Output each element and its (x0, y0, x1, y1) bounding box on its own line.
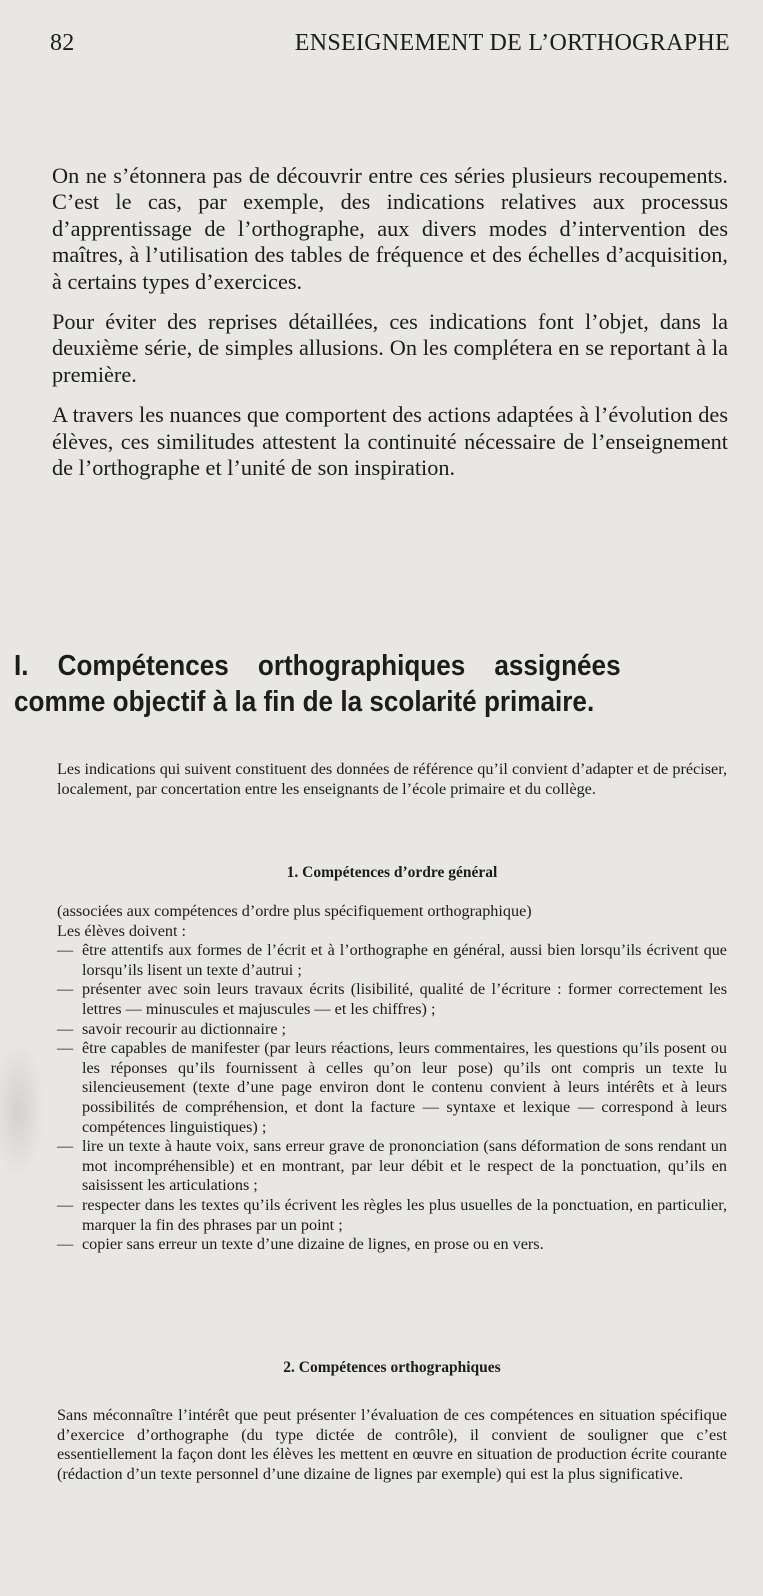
subsection-heading: 1. Compétences d’ordre général (286, 864, 498, 881)
section-heading-line: I. Compétences orthographiques assignées (14, 650, 621, 682)
intro-paragraph: Pour éviter des reprises détaillées, ces indications font l’objet, dans la deuxième série, de simples allusions. On les complétera en se reportant à la première. (52, 309, 728, 387)
list-item: — copier sans erreur un texte d’une dizaine de lignes, en prose ou en vers. (57, 1235, 727, 1255)
section-heading (14, 648, 621, 720)
page-number: 82 (50, 30, 75, 56)
section-heading-line: comme objectif à la fin de la scolarité primaire. (14, 686, 595, 718)
running-title: ENSEIGNEMENT DE L’ORTHOGRAPHE (294, 30, 730, 56)
subsection-note: (associées aux compétences d’ordre plus spécifiquement orthographique) (57, 902, 532, 920)
list-item: — être attentifs aux formes de l’écrit et à l’orthographe en général, aussi bien lorsqu’ils écrivent que lorsqu’ils lisent un texte d’autrui ; (57, 941, 727, 980)
intro-text (52, 163, 728, 495)
general-competences (57, 902, 727, 1255)
intro-paragraph: On ne s’étonnera pas de découvrir entre ces séries plusieurs recoupements. C’est le cas, par exemple, des indications relatives aux processus d’apprentissage de l’orthographe, aux divers modes d’intervention des maîtres, à l’utilisation des tables de fréquence et des échelles d’acquisition, à certains types d’exercices. (52, 163, 728, 294)
paper-stain (0, 1040, 45, 1180)
section-intro (57, 760, 727, 799)
subsection-heading: 2. Compétences orthographiques (283, 1359, 501, 1376)
competence-list (57, 941, 727, 1255)
subsection-paragraph: Sans méconnaître l’intérêt que peut présenter l’évaluation de ces compétences en situation spécifique d’exercice d’orthographe (du type dictée de contrôle), il convient de souligner que c’est essentiellement la façon dont les élèves les mettent en œuvre en situation de production écrite courante (rédaction d’un texte personnel d’une dizaine de lignes par exemple) qui est la plus significative. (57, 1406, 727, 1483)
list-item: — lire un texte à haute voix, sans erreur grave de prononciation (sans déformation de sons rendant un mot incompréhensible) et en montrant, par leur débit et le respect de la ponctuation, qu’ils en saisissent les articulations ; (57, 1137, 727, 1196)
orthographic-competences (57, 1406, 727, 1484)
list-item: — respecter dans les textes qu’ils écrivent les règles les plus usuelles de la ponctuation, en particulier, marquer la fin des phrases par un point ; (57, 1196, 727, 1235)
subsection-lead: Les élèves doivent : (57, 921, 187, 940)
section-intro-paragraph: Les indications qui suivent constituent des données de référence qu’il convient d’adapter et de préciser, localement, par concertation entre les enseignants de l’école primaire et du collège. (57, 760, 727, 798)
list-item: — être capables de manifester (par leurs réactions, leurs commentaires, les questions qu’ils posent ou les réponses qu’ils fournissent à celles qu’on leur pose) qu’ils ont compris un texte lu silencieusement (texte d’une page environ dont le contenu convient à leurs intérêts et à leurs possibilités de compréhension, et dont la facture — syntaxe et lexique — correspond à leurs compétences linguistiques) ; (57, 1039, 727, 1137)
list-item: — présenter avec soin leurs travaux écrits (lisibilité, qualité de l’écriture : former correctement les lettres — minuscules et majuscules — et les chiffres) ; (57, 980, 727, 1019)
intro-paragraph: A travers les nuances que comportent des actions adaptées à l’évolution des élèves, ces similitudes attestent la continuité nécessaire de l’enseignement de l’orthographe et l’unité de son inspiration. (52, 402, 728, 481)
list-item: — savoir recourir au dictionnaire ; (57, 1020, 727, 1040)
